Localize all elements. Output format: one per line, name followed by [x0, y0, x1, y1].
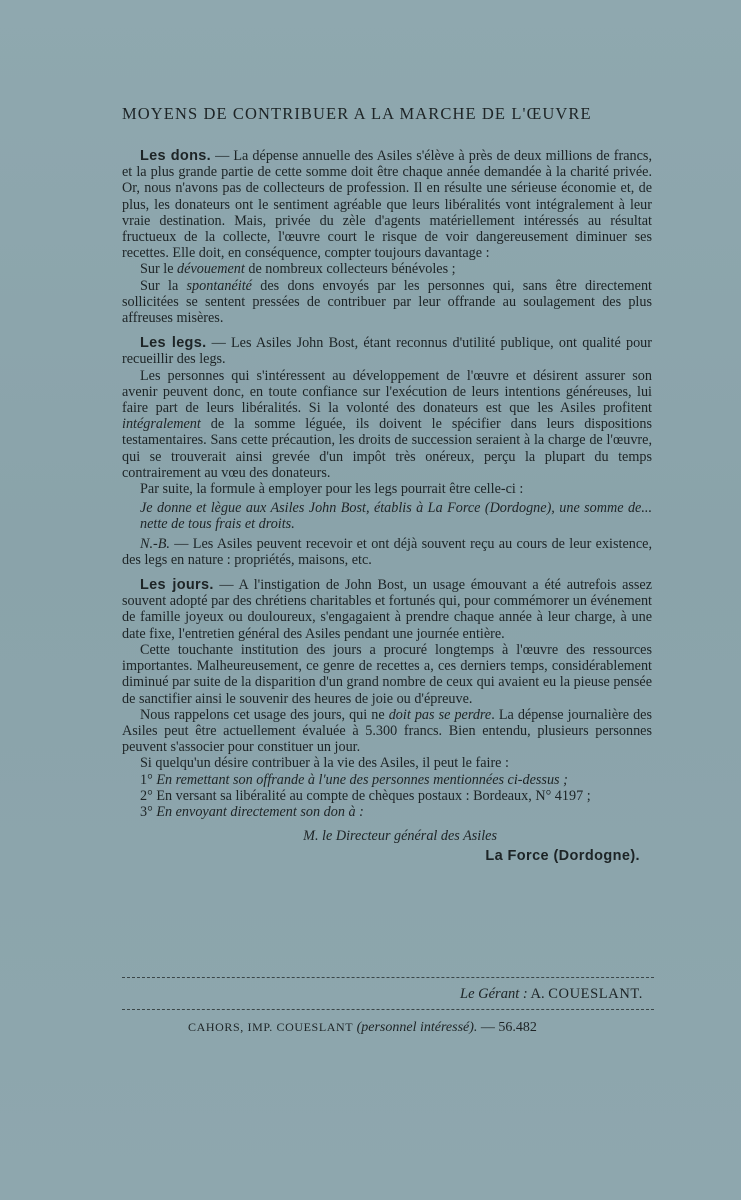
legs-personnes	[122, 368, 652, 481]
legs-personnes-em: intégralement	[122, 416, 201, 433]
page-title: MOYENS DE CONTRIBUER A LA MARCHE DE L'ŒUVRE	[122, 104, 592, 123]
imprint-note: (personnel intéressé).	[356, 1020, 478, 1035]
legs-formula	[122, 500, 652, 532]
dons-spontaneite-em: spontanéité	[186, 277, 252, 294]
divider-rule-top	[122, 977, 654, 978]
legs-nb-label: N.-B.	[140, 535, 170, 552]
dons-spontaneite-a: Sur la	[140, 277, 187, 294]
option-1-text: En remettant son offrande à l'une des personnes mentionnées ci-dessus ;	[156, 771, 568, 788]
dons-devouement-a: Sur le	[140, 261, 178, 278]
jours-option-2	[122, 788, 652, 804]
jours-option-1	[122, 772, 652, 788]
jours-usage-b: . La dépense journalière des Asiles peut être actuellement évaluée à 5.300 francs. Bien entendu, plusieurs personnes peuvent s'associer pour constituer un jour.	[122, 706, 652, 756]
option-3-number: 3°	[140, 803, 157, 820]
jours-usage	[122, 707, 652, 756]
jours-usage-a: Nous rappelons cet usage des jours, qui ne	[140, 706, 389, 723]
gerant-name: COUESLANT.	[548, 986, 643, 1002]
option-2-number: 2°	[140, 787, 157, 804]
legs-formula-a: Je donne et lègue aux Asiles John Bost, établis à La Force (	[140, 500, 490, 517]
option-1-number: 1°	[140, 771, 157, 788]
dons-devouement	[122, 261, 652, 277]
document-body	[122, 148, 652, 865]
legs-personnes-b: de la somme léguée, ils doivent le spécifier dans leurs dispositions testamentaires. Sans cette précaution, les droits de succession seraient à la charge de l'œuvre, qui se trouverait ainsi grevée d'un impôt très onéreux, perçu la plupart du temps contrairement au vœu des donateurs.	[122, 416, 652, 481]
printer-imprint	[188, 1020, 537, 1036]
imprint-number: — 56.482	[477, 1020, 537, 1035]
legs-nb	[122, 536, 652, 568]
address-line-2: La Force (Dordogne).	[485, 848, 640, 865]
jours-paragraph	[122, 577, 652, 642]
gerant-signature	[460, 986, 643, 1003]
jours-institution: Cette touchante institution des jours a procuré longtemps à l'œuvre des ressources importantes. Malheureusement, ce genre de recettes a, ces derniers temps, considérablement diminué par suite de la disparition d'un grand nombre de ceux qui avaient eu la pieuse pensée de sanctifier ainsi le souvenir des heures de joie ou d'épreuve.	[122, 641, 652, 707]
dons-spontaneite	[122, 278, 652, 327]
option-2-text: En versant sa libéralité au compte de chèques postaux : Bordeaux, N° 4197 ;	[156, 787, 591, 804]
jours-contribuer: Si quelqu'un désire contribuer à la vie des Asiles, il peut le faire :	[140, 755, 509, 772]
dons-text: — La dépense annuelle des Asiles s'élève à près de deux millions de francs, et la plus grande partie de cette somme doit être chaque année demandée à la charité privée. Or, nous n'avons pas de collecteurs de profession. Il en résulte une sérieuse économie et, de plus, les donateurs ont le sentiment agréable que leurs libéralités vont intégralement à leur vraie destination. Mais, privée du zèle d'agents matériellement intéressés au résultat fructueux de la collecte, l'œuvre court le risque de voir dangereusement diminuer ses recettes. Elle doit, en conséquence, compter toujours davantage :	[122, 148, 652, 262]
legs-personnes-a: Les personnes qui s'intéressent au développement de l'œuvre et désirent assurer son avenir peuvent donc, en toute confiance sur l'exécution de leurs intentions généreuses, lui faire part de leurs libéralités. Si la volonté des donateurs est que les Asiles profitent	[122, 367, 652, 417]
dons-devouement-em: dévouement	[177, 261, 245, 278]
legs-heading: Les legs.	[140, 335, 207, 352]
legs-formule-intro: Par suite, la formule à employer pour les legs pourrait être celle-ci :	[140, 481, 524, 498]
legs-formula-b: ), une somme de... nette de tous frais et droits.	[140, 500, 652, 533]
legs-formula-place: Dordogne	[489, 500, 547, 517]
option-3-text: En envoyant directement son don à :	[156, 803, 364, 820]
dons-spontaneite-b: des dons envoyés par les personnes qui, sans être directement sollicitées se sentent pressées de contribuer par leur offrande au soulagement des plus affreuses misères.	[122, 277, 652, 327]
gerant-label: Le Gérant :	[460, 986, 528, 1002]
legs-text: — Les Asiles John Bost, étant reconnus d'utilité publique, ont qualité pour recueillir des legs.	[122, 335, 653, 368]
jours-text: — A l'instigation de John Bost, un usage émouvant a été autrefois assez souvent adopté par des chrétiens charitables et fortunés qui, pour commémorer un événement de famille joyeux ou douloureux, s'engagaient à prendre chaque année à leur charge, à une date fixe, l'entretien général des Asiles pendant une journée entière.	[122, 577, 652, 642]
address-line-1: M. le Directeur général des Asiles	[303, 828, 497, 845]
legs-nb-text: — Les Asiles peuvent recevoir et ont déjà souvent reçu au cours de leur existence, des legs en nature : propriétés, maisons, etc.	[122, 535, 652, 568]
dons-heading: Les dons.	[140, 148, 211, 164]
dons-paragraph	[122, 148, 652, 261]
imprint-printer: CAHORS, IMP. COUESLANT	[188, 1020, 357, 1034]
jours-option-3	[122, 804, 652, 820]
gerant-name-initial: A.	[530, 986, 549, 1002]
legs-paragraph	[122, 335, 652, 367]
jours-usage-em: doit pas se perdre	[388, 706, 492, 723]
jours-heading: Les jours.	[140, 577, 214, 594]
divider-rule-bottom	[122, 1009, 654, 1010]
dons-devouement-b: de nombreux collecteurs bénévoles ;	[244, 261, 456, 278]
